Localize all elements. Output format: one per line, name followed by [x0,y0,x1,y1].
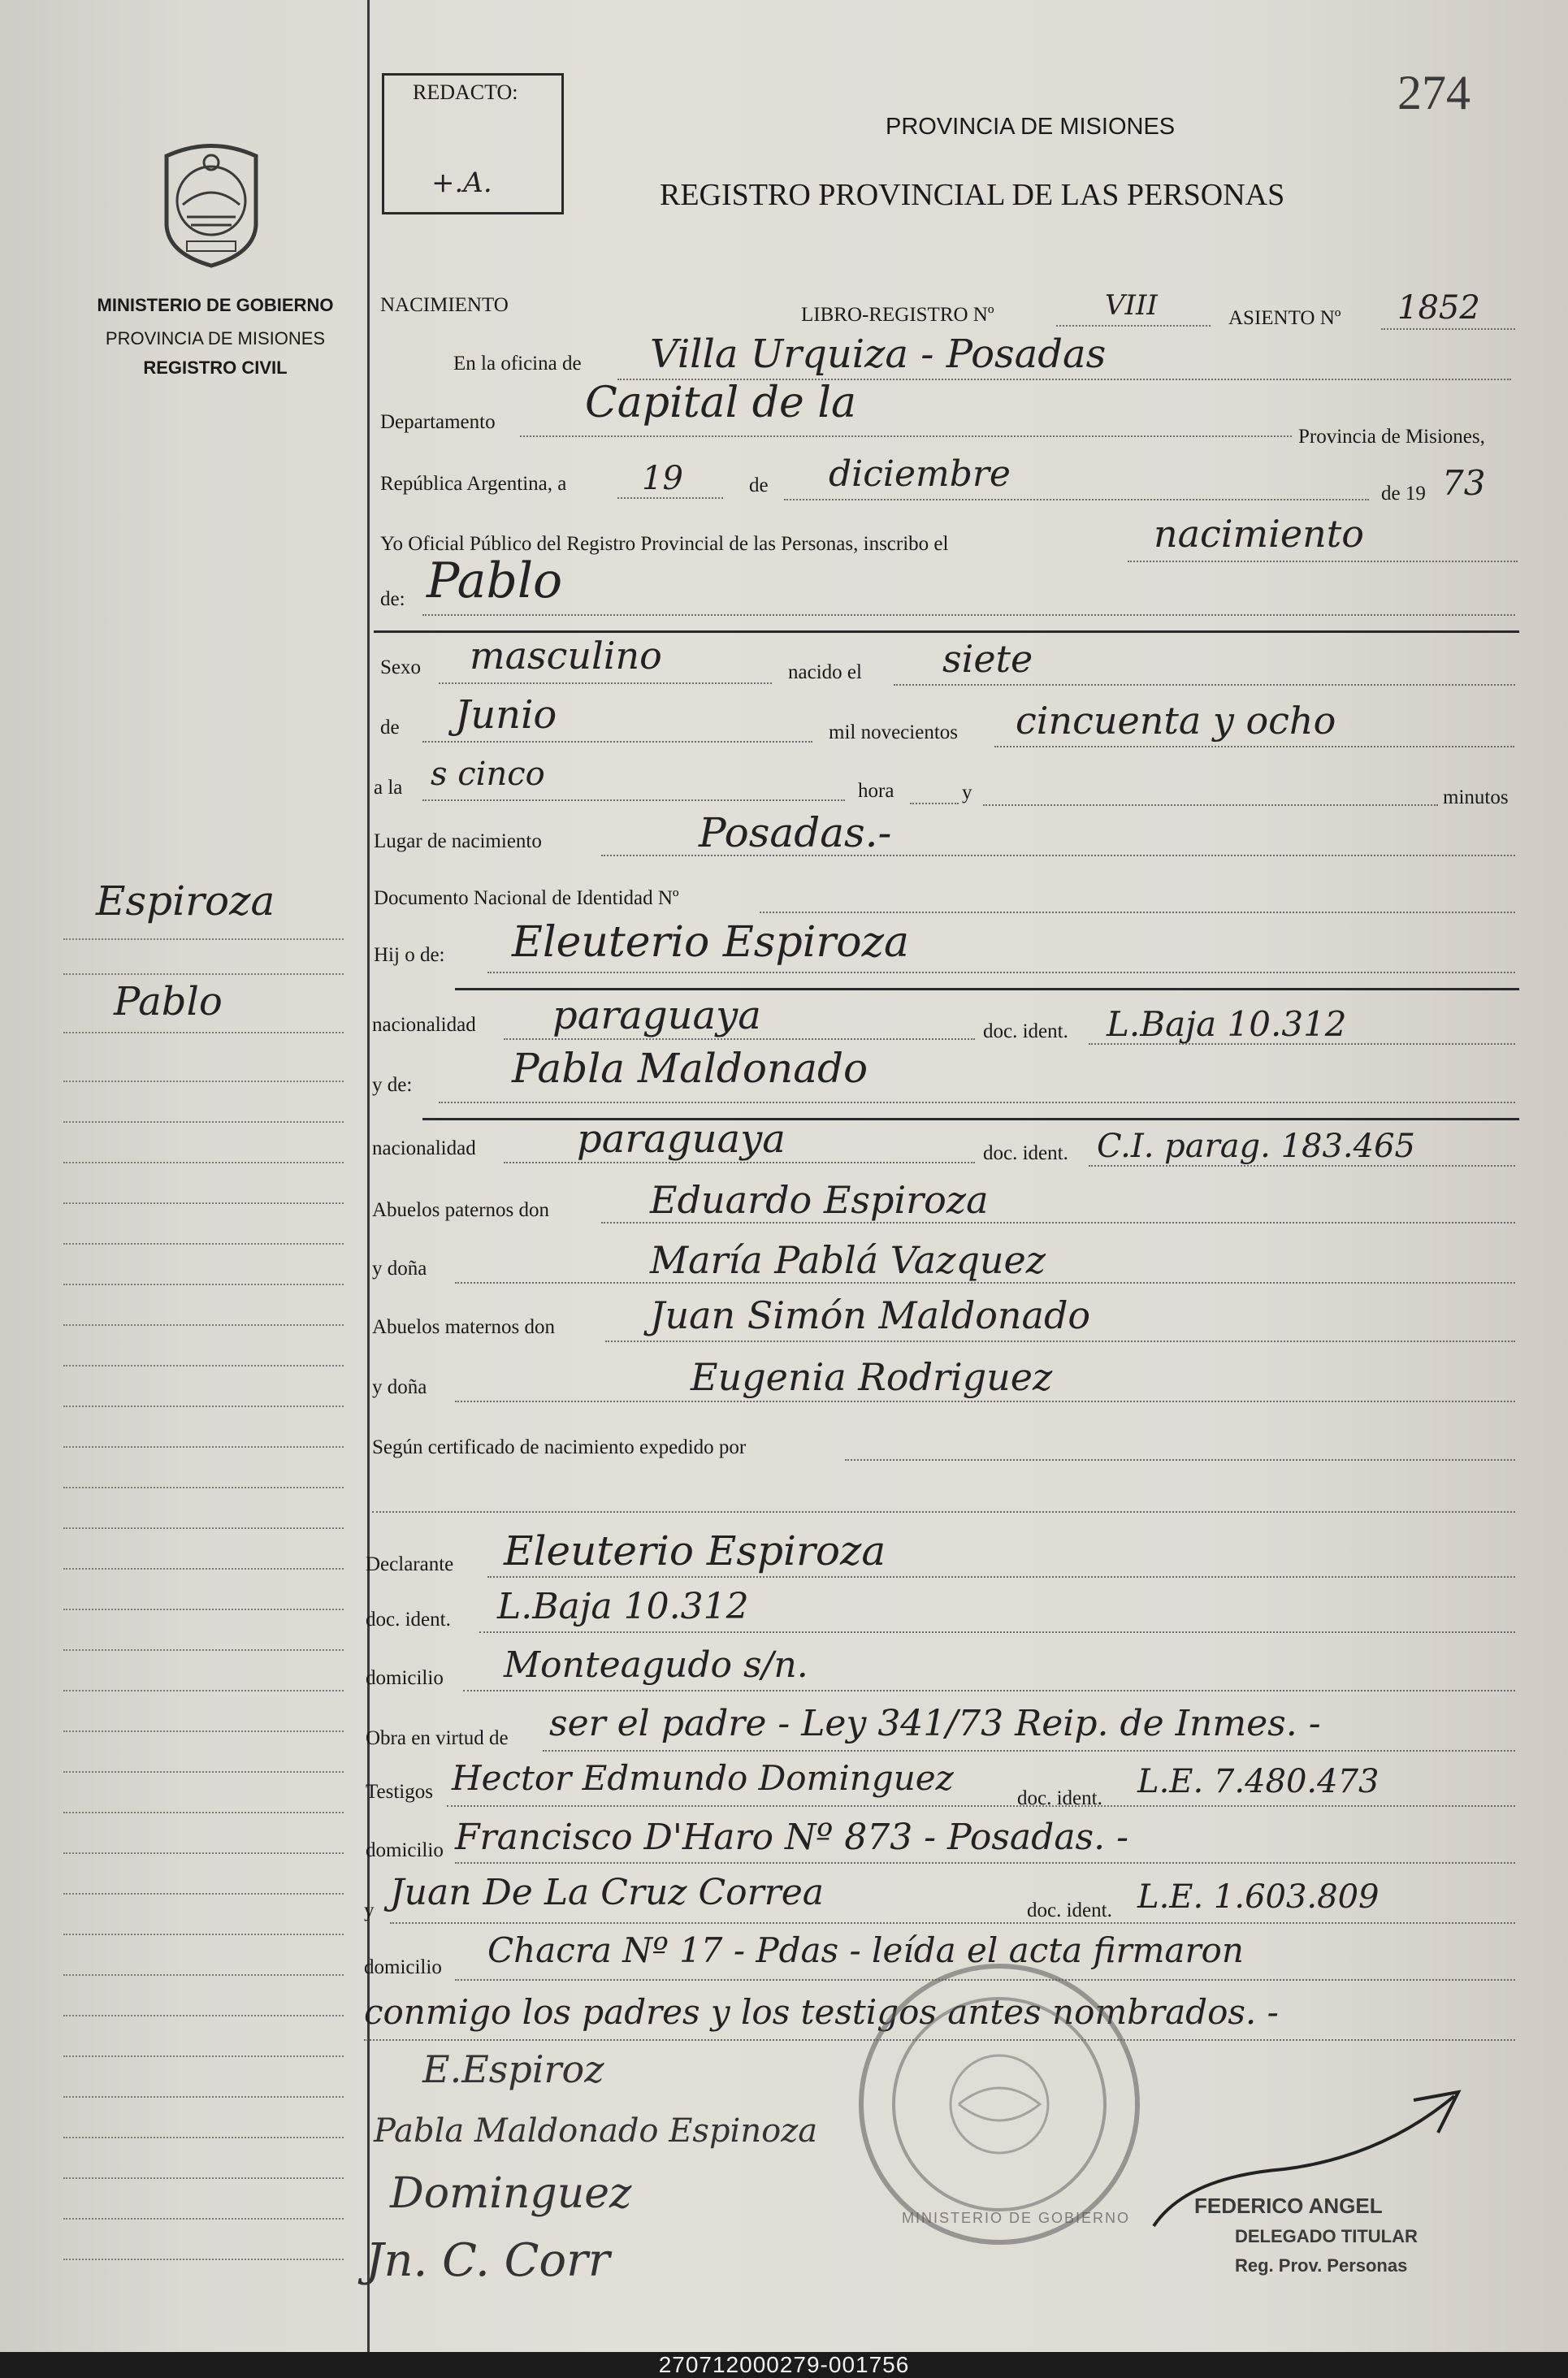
libro-value: VIII [1105,289,1158,322]
ministry-line-3: REGISTRO CIVIL [143,357,288,378]
de-label: de [749,474,769,496]
dni-label: Documento Nacional de Identidad Nº [374,887,679,909]
seal-text: MINISTERIO DE GOBIERNO [902,2210,1131,2226]
segun-label: Según certificado de nacimiento expedido por [372,1436,747,1458]
asiento-value: 1852 [1397,289,1480,327]
declarante-value: Eleuterio Espiroza [504,1527,886,1575]
docd-label: doc. ident. [366,1609,451,1631]
libro-label: LIBRO-REGISTRO Nº [801,304,994,326]
abmat2-value: Eugenia Rodriguez [691,1355,1053,1399]
signature-3: Dominguez [390,2169,632,2218]
hijo-label: Hij o de: [374,944,445,966]
doc1-label: doc. ident. [983,1020,1068,1042]
obra-label: Obra en virtud de [366,1727,509,1749]
day-value: 19 [642,460,683,497]
lugar-value: Posadas.- [699,809,892,856]
madre-value: Pabla Maldonado [512,1045,868,1092]
month-value: diciembre [829,453,1011,495]
doct1-label: doc. ident. [1017,1787,1102,1809]
year-label: de 19 [1381,483,1426,505]
doc2-value: C.I. parag. 183.465 [1097,1128,1415,1165]
departamento-value: Capital de la [585,379,856,427]
cierre-text: conmigo los padres y los testigos antes nombrados. - [364,1992,1279,2032]
mil-label: mil novecientos [829,721,958,743]
abpat-value: Eduardo Espiroza [650,1178,989,1222]
anio-nac-value: cincuenta y ocho [1016,699,1336,743]
signature-2: Pabla Maldonado Espinoza [374,2112,818,2150]
dom2-label: domicilio [366,1839,444,1861]
nac2-label: nacionalidad [372,1137,476,1159]
doc1-value: L.Baja 10.312 [1107,1004,1347,1044]
de3-label: de [380,717,400,739]
republica-label: República Argentina, a [380,473,567,495]
stamp-line-1: FEDERICO ANGEL [1194,2194,1383,2218]
abpat2-value: María Pablá Vazquez [650,1238,1046,1282]
signature-4: Jn. C. Corr [366,2234,610,2287]
testigo2-value: Juan De La Cruz Correa [390,1872,824,1913]
padre-value: Eleuterio Espiroza [512,918,909,967]
y2-label: y [364,1899,375,1921]
ydona1-label: y doña [372,1258,427,1280]
section-rule-1 [374,630,1519,633]
dom2-value: Francisco D'Haro Nº 873 - Posadas. - [455,1817,1128,1858]
ministry-line-2: PROVINCIA DE MISIONES [105,328,326,349]
hora-value: s cinco [431,756,545,793]
act-type: NACIMIENTO [380,294,509,316]
registry-title: REGISTRO PROVINCIAL DE LAS PERSONAS [660,178,1285,212]
yde-label: y de: [372,1074,413,1096]
lugar-label: Lugar de nacimiento [374,830,542,852]
section-rule-2 [455,988,1519,990]
provincia-label: Provincia de Misiones, [1298,426,1485,448]
province-seal-icon [158,140,264,270]
departamento-label: Departamento [380,411,496,433]
nombre-value: Pablo [427,552,563,609]
abmat-label: Abuelos maternos don [372,1316,555,1338]
testigos-label: Testigos [366,1781,433,1803]
docd-value: L.Baja 10.312 [497,1586,749,1627]
de2-label: de: [380,588,405,610]
doc2-label: doc. ident. [983,1142,1068,1164]
signature-1: E.Espiroz [422,2047,604,2091]
y-label: y [962,782,972,803]
dom1-value: Monteagudo s/n. [504,1644,808,1686]
mes-nac-value: Junio [455,692,557,738]
page-number: 274 [1397,66,1471,119]
doct2-label: doc. ident. [1027,1899,1112,1921]
testigo1-value: Hector Edmundo Dominguez [452,1758,954,1798]
doct1-value: L.E. 7.480.473 [1137,1763,1380,1800]
nac1-value: paraguaya [552,993,761,1038]
nac1-label: nacionalidad [372,1014,476,1036]
dom3-label: domicilio [364,1956,442,1978]
redacto-box [382,73,564,214]
declarante-label: Declarante [366,1553,454,1575]
hora-label: hora [858,780,894,802]
doct2-value: L.E. 1.603.809 [1137,1878,1380,1916]
sexo-value: masculino [470,634,662,678]
abpat-label: Abuelos paternos don [372,1199,550,1221]
abmat-value: Juan Simón Maldonado [650,1293,1091,1337]
sexo-label: Sexo [380,656,421,678]
margin-note-name: Pablo [114,979,223,1024]
oficina-label: En la oficina de [453,353,582,375]
asiento-label: ASIENTO Nº [1228,307,1341,329]
redacto-value: +.A. [431,167,492,199]
ydona2-label: y doña [372,1376,427,1398]
minutos-label: minutos [1443,786,1509,808]
margin-note-surname: Espiroza [96,877,275,925]
ministry-line-1: MINISTERIO DE GOBIERNO [97,295,334,315]
nac2-value: paraguaya [577,1116,786,1162]
nacido-value: siete [942,637,1033,681]
oficial-label: Yo Oficial Público del Registro Provincial de las Personas, inscribo el [380,533,949,555]
ala-label: a la [374,777,403,799]
dom1-label: domicilio [366,1667,444,1689]
stamp-line-2: DELEGADO TITULAR [1235,2226,1418,2246]
stamp-line-3: Reg. Prov. Personas [1235,2255,1408,2276]
obra-value: ser el padre - Ley 341/73 Reip. de Inmes. - [549,1703,1321,1744]
oficina-value: Villa Urquiza - Posadas [650,331,1107,377]
province-title: PROVINCIA DE MISIONES [886,114,1176,140]
redacto-label: REDACTO: [413,80,518,104]
dom3-value: Chacra Nº 17 - Pdas - leída el acta firmaron [487,1930,1244,1970]
oficial-value: nacimiento [1154,512,1364,556]
footer-id: 270712000279-001756 [0,2352,1568,2378]
year-value: 73 [1442,463,1486,503]
nacido-label: nacido el [788,661,862,683]
